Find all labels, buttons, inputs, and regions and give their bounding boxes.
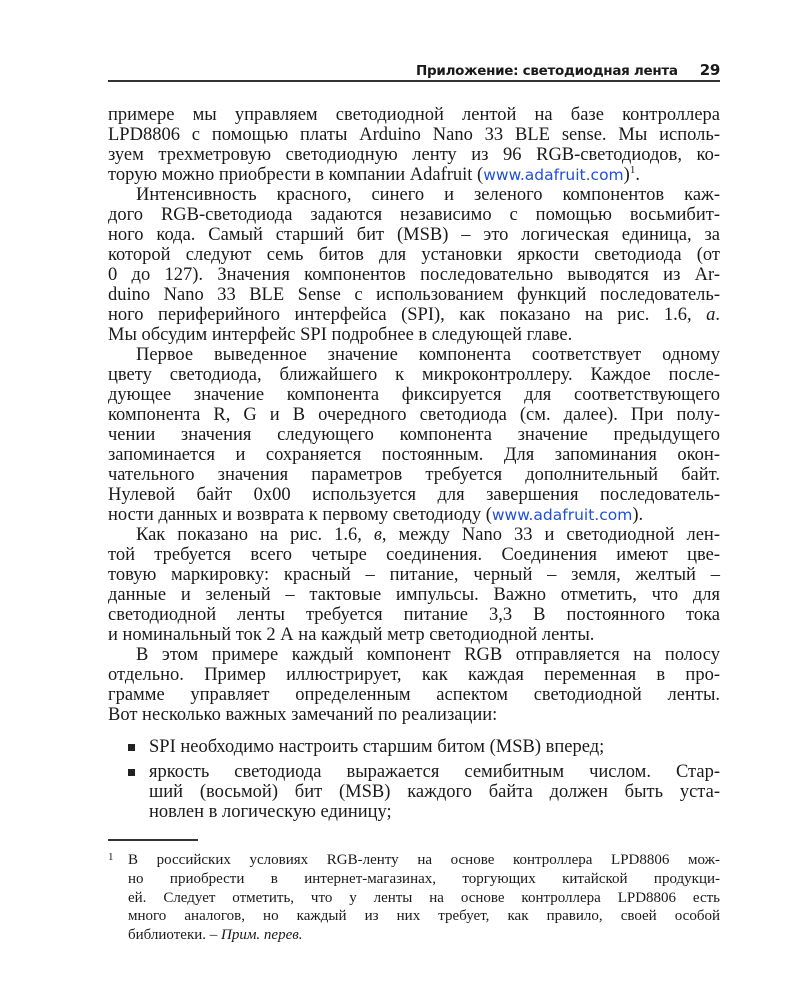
square-bullet-icon xyxy=(128,769,135,776)
line-text: и номинальный ток 2 А на каждый метр светодиодной ленты. xyxy=(108,625,595,645)
text-line xyxy=(108,505,720,525)
footnote-line: много аналогов, но каждый из них требует, как правило, своей особой xyxy=(128,908,720,925)
footnote xyxy=(108,851,720,945)
text-line xyxy=(108,705,720,725)
footnote-ref[interactable]: 1 xyxy=(629,163,636,176)
translator-note: Прим. перев. xyxy=(221,927,303,944)
running-header xyxy=(108,61,720,81)
footnote-line: ей. Следует отметить, что у ленты на основе контроллера LPD8806 есть xyxy=(128,889,720,906)
line-text: duino Nano 33 BLE Sense с использованием функций последователь- xyxy=(108,285,720,305)
text-line xyxy=(108,605,720,625)
line-text: Мы обсудим интерфейс SPI подробнее в следующей главе. xyxy=(108,325,573,345)
line-text: торую можно приобрести в компании Adafruit ( xyxy=(108,165,484,185)
paragraph xyxy=(108,105,720,185)
spacer xyxy=(108,822,720,827)
line-text: товую маркировку: красный – питание, черный – земля, желтый – xyxy=(108,565,720,585)
text-line xyxy=(108,265,720,285)
footnote-number: 1 xyxy=(108,851,114,863)
text-line xyxy=(108,585,720,605)
text-line: SPI необходимо настроить старшим битом (MSB) вперед; xyxy=(149,737,605,757)
text-line xyxy=(108,365,720,385)
line-text: данные и зеленый – тактовые импульсы. Важно отметить, что для xyxy=(108,585,720,605)
footnote-text: библиотеки. – xyxy=(128,927,222,944)
line-text: зуем трехметровую светодиодную ленту из 96 RGB-светодиодов, ко- xyxy=(108,145,720,165)
adafruit-link[interactable]: www.adafruit.com xyxy=(483,166,624,184)
text-line xyxy=(108,185,720,205)
text-line xyxy=(108,285,720,305)
line-text: которой следуют семь битов для установки яркости светодиода (от xyxy=(108,245,720,265)
page-number: 29 xyxy=(699,61,720,79)
italic-text: а xyxy=(706,305,716,325)
line-text: ) xyxy=(623,165,630,185)
line-text: цвету светодиода, ближайшего к микроконтроллеру. Каждое после- xyxy=(108,365,720,385)
text-line xyxy=(108,225,720,245)
adafruit-link[interactable]: www.adafruit.com xyxy=(491,506,633,524)
footnote-line: но приобрести в интернет-магазинах, торгующих китайской продукци- xyxy=(128,870,720,887)
line-text: ного периферийного интерфейса (SPI), как показано на рис. 1.6, xyxy=(108,305,707,325)
text-line xyxy=(108,685,720,705)
line-text: чательного значения параметров требуется дополнительный байт. xyxy=(108,465,720,485)
line-text: дующее значение компонента фиксируется для соответствующего xyxy=(108,385,720,405)
text-line: ший (восьмой) бит (MSB) каждого байта должен быть уста- xyxy=(149,782,720,802)
line-text: ности данных и возврата к первому светодиоду ( xyxy=(108,505,492,525)
text-line xyxy=(108,165,720,185)
spacer xyxy=(108,725,720,737)
square-bullet-icon xyxy=(128,744,135,751)
header-rule xyxy=(108,80,720,82)
text-line xyxy=(108,105,720,125)
running-title: Приложение: светодиодная лента xyxy=(416,63,678,79)
line-text: примере мы управляем светодиодной лентой на базе контроллера xyxy=(108,105,720,125)
paragraph xyxy=(108,525,720,645)
footnote-line: В российских условиях RGB-ленту на основе контроллера LPD8806 мож- xyxy=(128,852,720,868)
text-line xyxy=(108,385,720,405)
text-line: яркость светодиода выражается семибитным числом. Стар- xyxy=(149,762,720,782)
line-text: LPD8806 с помощью платы Arduino Nano 33 BLE sense. Мы исполь- xyxy=(108,125,720,145)
paragraph xyxy=(108,645,720,725)
text-line xyxy=(108,665,720,685)
line-text: отдельно. Пример иллюстрирует, как каждая переменная в про- xyxy=(108,665,720,685)
line-text: компонента R, G и B очередного светодиода (см. далее). При полу- xyxy=(108,405,720,425)
text-line xyxy=(108,485,720,505)
line-text: Интенсивность красного, синего и зеленого компонентов каж- xyxy=(136,185,720,205)
line-text: грамме управляет определенным аспектом светодиодной ленты. xyxy=(108,685,720,705)
text-line xyxy=(108,145,720,165)
line-text: Вот несколько важных замечаний по реализации: xyxy=(108,705,498,725)
bullet-item xyxy=(108,762,720,822)
line-text: Нулевой байт 0x00 используется для завершения последователь- xyxy=(108,485,720,505)
text-line xyxy=(108,305,720,325)
line-text: ). xyxy=(632,505,644,525)
footnote-rule xyxy=(108,839,198,841)
text-line: новлен в логическую единицу; xyxy=(149,802,392,822)
text-line xyxy=(108,205,720,225)
text-line xyxy=(108,245,720,265)
italic-text: в xyxy=(373,525,382,545)
line-text: светодиодной ленты требуется питание 3,3 В постоянного тока xyxy=(108,605,720,625)
line-text: чении значения следующего компонента значение предыдущего xyxy=(108,425,720,445)
text-line xyxy=(108,465,720,485)
line-text: Первое выведенное значение компонента соответствует одному xyxy=(136,345,720,365)
text-line xyxy=(108,565,720,585)
line-text: ного кода. Самый старший бит (MSB) – это логическая единица, за xyxy=(108,225,720,245)
bullet-item xyxy=(108,737,720,757)
line-text: той требуется всего четыре соединения. Соединения имеют цве- xyxy=(108,545,720,565)
paragraph xyxy=(108,345,720,525)
text-line xyxy=(108,625,720,645)
text-line xyxy=(108,445,720,465)
line-text: , между Nano 33 и светодиодной лен- xyxy=(381,525,720,545)
line-text: 0 до 127). Значения компонентов последовательно выводятся из Ar- xyxy=(108,265,720,285)
paragraph xyxy=(108,185,720,345)
text-line xyxy=(108,425,720,445)
line-text: . xyxy=(715,305,720,325)
line-text: В этом примере каждый компонент RGB отправляется на полосу xyxy=(136,645,720,665)
text-line xyxy=(108,525,720,545)
text-line xyxy=(108,545,720,565)
line-text: запоминается и сохраняется постоянным. Для запоминания окон- xyxy=(108,445,720,465)
text-line xyxy=(108,125,720,145)
text-line xyxy=(108,645,720,665)
line-text: дого RGB-светодиода задаются независимо с помощью восьмибит- xyxy=(108,205,720,225)
text-line xyxy=(108,345,720,365)
text-line xyxy=(108,325,720,345)
line-text: . xyxy=(635,165,640,185)
text-line xyxy=(108,405,720,425)
footnote-line xyxy=(128,926,720,945)
line-text: Как показано на рис. 1.6, xyxy=(136,525,374,545)
body-text xyxy=(108,105,720,827)
